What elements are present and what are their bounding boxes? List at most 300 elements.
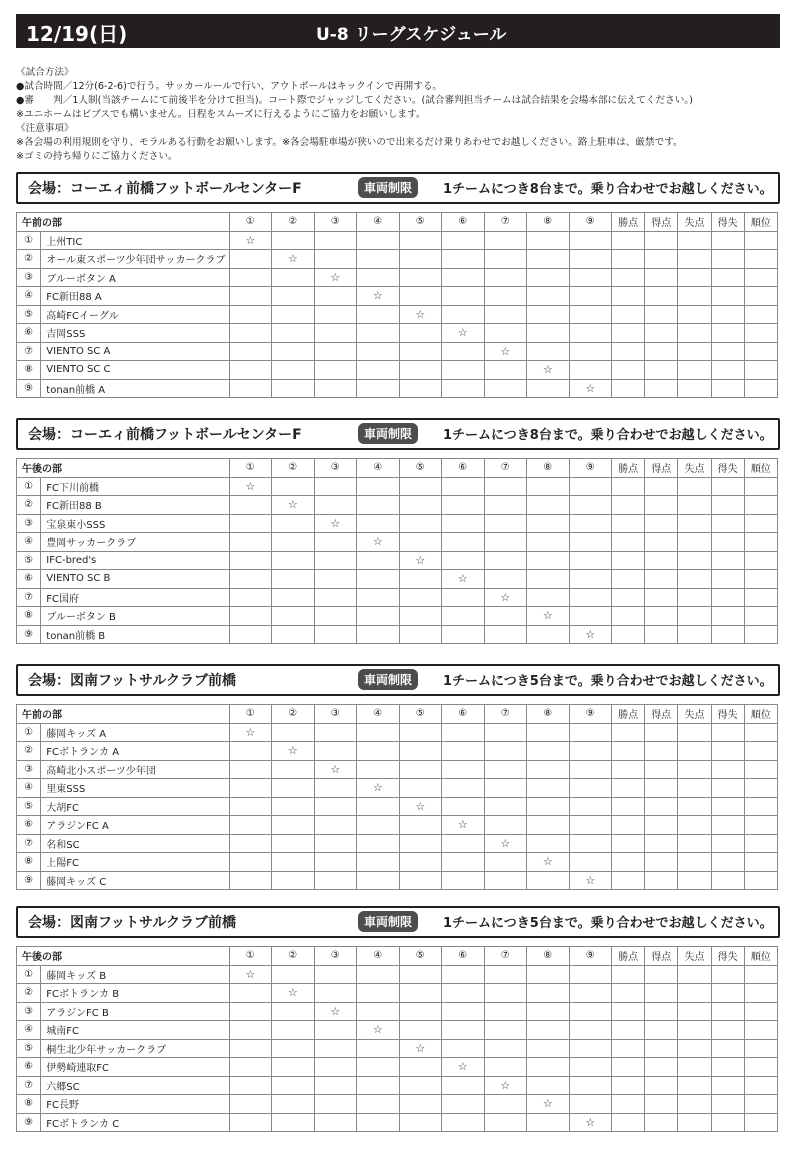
result-cell	[399, 514, 442, 533]
result-cell	[229, 1021, 272, 1040]
column-header: ①	[229, 459, 272, 478]
column-header: 順位	[744, 459, 777, 478]
team-name: 六郷SC	[41, 1076, 229, 1095]
result-cell	[527, 1039, 570, 1058]
result-cell	[744, 551, 777, 570]
result-cell	[645, 305, 678, 324]
result-cell	[612, 287, 645, 306]
result-cell	[527, 231, 570, 250]
result-cell	[569, 250, 612, 269]
result-cell	[711, 1076, 744, 1095]
result-cell	[744, 742, 777, 761]
result-cell	[399, 268, 442, 287]
result-cell	[744, 342, 777, 361]
result-cell	[357, 625, 400, 644]
result-cell	[569, 361, 612, 380]
result-cell	[272, 853, 315, 872]
result-cell	[357, 551, 400, 570]
result-cell	[569, 607, 612, 626]
result-cell	[229, 1002, 272, 1021]
column-header: 勝点	[612, 213, 645, 232]
row-number: ②	[17, 742, 41, 761]
self-match-cell	[484, 342, 527, 361]
self-match-cell	[229, 231, 272, 250]
result-cell	[527, 779, 570, 798]
result-cell	[711, 965, 744, 984]
result-cell	[711, 1095, 744, 1114]
result-cell	[357, 607, 400, 626]
result-cell	[645, 287, 678, 306]
result-cell	[678, 607, 711, 626]
result-cell	[711, 551, 744, 570]
result-cell	[744, 533, 777, 552]
team-name: VIENTO SC C	[41, 361, 229, 380]
vehicle-limit-badge: 車両制限	[358, 177, 418, 198]
league-table	[16, 458, 778, 644]
team-name: FC新田88 B	[41, 496, 229, 515]
venue-name: 会場：コーエィ前橋フットボールセンターF	[28, 181, 302, 197]
result-cell	[442, 379, 485, 398]
result-cell	[744, 250, 777, 269]
result-cell	[484, 305, 527, 324]
result-cell	[314, 984, 357, 1003]
result-cell	[645, 625, 678, 644]
star-mark: ☆	[372, 781, 383, 795]
table-row	[17, 250, 778, 269]
result-cell	[527, 1021, 570, 1040]
result-cell	[272, 1113, 315, 1132]
result-cell	[399, 496, 442, 515]
table-row	[17, 816, 778, 835]
result-cell	[399, 853, 442, 872]
result-cell	[272, 779, 315, 798]
team-name: FC国府	[41, 588, 229, 607]
result-cell	[569, 742, 612, 761]
result-cell	[569, 1021, 612, 1040]
result-cell	[399, 231, 442, 250]
table-row	[17, 514, 778, 533]
team-name: アラジンFC B	[41, 1002, 229, 1021]
result-cell	[711, 287, 744, 306]
result-cell	[569, 305, 612, 324]
table-row	[17, 723, 778, 742]
result-cell	[399, 625, 442, 644]
result-cell	[569, 834, 612, 853]
result-cell	[612, 816, 645, 835]
result-cell	[678, 797, 711, 816]
result-cell	[314, 1113, 357, 1132]
table-row	[17, 361, 778, 380]
result-cell	[229, 625, 272, 644]
result-cell	[442, 1002, 485, 1021]
result-cell	[442, 723, 485, 742]
result-cell	[527, 324, 570, 343]
result-cell	[314, 779, 357, 798]
result-cell	[527, 268, 570, 287]
result-cell	[484, 871, 527, 890]
result-cell	[399, 760, 442, 779]
table-row	[17, 342, 778, 361]
result-cell	[612, 477, 645, 496]
result-cell	[527, 760, 570, 779]
result-cell	[357, 816, 400, 835]
result-cell	[442, 984, 485, 1003]
row-number: ⑦	[17, 1076, 41, 1095]
result-cell	[229, 779, 272, 798]
result-cell	[612, 1058, 645, 1077]
result-cell	[678, 268, 711, 287]
result-cell	[569, 984, 612, 1003]
result-cell	[357, 797, 400, 816]
result-cell	[442, 514, 485, 533]
result-cell	[484, 625, 527, 644]
result-cell	[442, 305, 485, 324]
league-table	[16, 212, 778, 398]
column-header: ⑥	[442, 705, 485, 724]
result-cell	[442, 965, 485, 984]
result-cell	[272, 588, 315, 607]
self-match-cell	[527, 853, 570, 872]
result-cell	[357, 342, 400, 361]
team-name: 吉岡SSS	[41, 324, 229, 343]
column-header: ⑦	[484, 947, 527, 966]
team-name: 城南FC	[41, 1021, 229, 1040]
result-cell	[678, 1002, 711, 1021]
result-cell	[442, 1021, 485, 1040]
result-cell	[711, 379, 744, 398]
result-cell	[229, 797, 272, 816]
row-number: ③	[17, 760, 41, 779]
row-number: ④	[17, 287, 41, 306]
vehicle-limit-note: 1チームにつき8台まで。乗り合わせでお越しください。	[443, 428, 773, 443]
result-cell	[272, 1076, 315, 1095]
table-row	[17, 871, 778, 890]
table-row	[17, 834, 778, 853]
result-cell	[229, 816, 272, 835]
result-cell	[527, 305, 570, 324]
result-cell	[314, 1021, 357, 1040]
result-cell	[314, 551, 357, 570]
result-cell	[314, 588, 357, 607]
result-cell	[711, 533, 744, 552]
column-header: ⑦	[484, 213, 527, 232]
result-cell	[314, 965, 357, 984]
session-label: 午後の部	[17, 947, 230, 966]
result-cell	[569, 797, 612, 816]
venue-bar	[16, 418, 780, 450]
result-cell	[645, 779, 678, 798]
self-match-cell	[272, 250, 315, 269]
result-cell	[357, 588, 400, 607]
column-header: ②	[272, 705, 315, 724]
result-cell	[314, 231, 357, 250]
star-mark: ☆	[245, 233, 256, 247]
result-cell	[484, 779, 527, 798]
result-cell	[612, 797, 645, 816]
team-name: オール東スポーツ少年団サッカークラブ	[41, 250, 229, 269]
result-cell	[744, 816, 777, 835]
result-cell	[711, 797, 744, 816]
result-cell	[484, 1039, 527, 1058]
result-cell	[314, 797, 357, 816]
row-number: ⑤	[17, 551, 41, 570]
result-cell	[645, 1002, 678, 1021]
result-cell	[399, 1021, 442, 1040]
table-row	[17, 797, 778, 816]
table-row	[17, 305, 778, 324]
result-cell	[569, 1039, 612, 1058]
result-cell	[272, 570, 315, 589]
result-cell	[229, 287, 272, 306]
result-cell	[711, 625, 744, 644]
result-cell	[399, 607, 442, 626]
result-cell	[569, 816, 612, 835]
column-header: ⑨	[569, 213, 612, 232]
result-cell	[744, 231, 777, 250]
result-cell	[744, 361, 777, 380]
result-cell	[678, 853, 711, 872]
result-cell	[612, 1095, 645, 1114]
result-cell	[527, 588, 570, 607]
row-number: ③	[17, 268, 41, 287]
self-match-cell	[357, 779, 400, 798]
row-number: ⑨	[17, 379, 41, 398]
star-mark: ☆	[500, 1078, 511, 1092]
star-mark: ☆	[245, 725, 256, 739]
self-match-cell	[442, 816, 485, 835]
star-mark: ☆	[500, 344, 511, 358]
result-cell	[744, 834, 777, 853]
result-cell	[484, 268, 527, 287]
team-name: FCボトランカ A	[41, 742, 229, 761]
result-cell	[744, 305, 777, 324]
result-cell	[399, 588, 442, 607]
result-cell	[527, 533, 570, 552]
result-cell	[442, 779, 485, 798]
row-number: ①	[17, 965, 41, 984]
table-row	[17, 1076, 778, 1095]
result-cell	[612, 231, 645, 250]
league-table	[16, 946, 778, 1132]
column-header: ⑧	[527, 705, 570, 724]
column-header: 得失	[711, 947, 744, 966]
result-cell	[442, 1039, 485, 1058]
result-cell	[744, 965, 777, 984]
self-match-cell	[569, 379, 612, 398]
result-cell	[229, 1039, 272, 1058]
note-line: ●審 判／1人制(当該チームにて前後半を分けて担当)。コート際でジャッジしてください。(試合審判担当チームは試合結果を会場本部に伝えてください。)	[16, 95, 693, 106]
table-row	[17, 1021, 778, 1040]
result-cell	[442, 760, 485, 779]
result-cell	[314, 324, 357, 343]
self-match-cell	[399, 551, 442, 570]
result-cell	[645, 477, 678, 496]
result-cell	[272, 379, 315, 398]
table-row	[17, 1002, 778, 1021]
star-mark: ☆	[457, 572, 468, 586]
column-header: 失点	[678, 213, 711, 232]
result-cell	[678, 1021, 711, 1040]
result-cell	[744, 1039, 777, 1058]
result-cell	[645, 342, 678, 361]
result-cell	[678, 871, 711, 890]
result-cell	[442, 361, 485, 380]
result-cell	[229, 361, 272, 380]
star-mark: ☆	[287, 498, 298, 512]
team-name: 豊岡サッカークラブ	[41, 533, 229, 552]
result-cell	[229, 1095, 272, 1114]
result-cell	[357, 1095, 400, 1114]
self-match-cell	[484, 588, 527, 607]
result-cell	[357, 760, 400, 779]
star-mark: ☆	[542, 609, 553, 623]
column-header: 得失	[711, 705, 744, 724]
self-match-cell	[272, 496, 315, 515]
result-cell	[569, 231, 612, 250]
team-name: FC長野	[41, 1095, 229, 1114]
row-number: ⑦	[17, 588, 41, 607]
star-mark: ☆	[330, 762, 341, 776]
result-cell	[272, 1039, 315, 1058]
result-cell	[357, 268, 400, 287]
self-match-cell	[314, 760, 357, 779]
result-cell	[272, 324, 315, 343]
self-match-cell	[357, 1021, 400, 1040]
result-cell	[484, 965, 527, 984]
result-cell	[442, 477, 485, 496]
result-cell	[314, 342, 357, 361]
result-cell	[314, 1039, 357, 1058]
result-cell	[399, 477, 442, 496]
result-cell	[678, 250, 711, 269]
result-cell	[645, 1095, 678, 1114]
result-cell	[229, 342, 272, 361]
vehicle-limit-note: 1チームにつき5台まで。乗り合わせでお越しください。	[443, 916, 773, 931]
column-header: ④	[357, 213, 400, 232]
result-cell	[272, 1002, 315, 1021]
result-cell	[744, 607, 777, 626]
team-name: 桐生北少年サッカークラブ	[41, 1039, 229, 1058]
venue-bar	[16, 172, 780, 204]
result-cell	[612, 607, 645, 626]
result-cell	[484, 551, 527, 570]
result-cell	[399, 361, 442, 380]
column-header: ③	[314, 213, 357, 232]
result-cell	[711, 342, 744, 361]
page-title: U-8 リーグスケジュール	[316, 25, 507, 45]
star-mark: ☆	[372, 535, 383, 549]
result-cell	[399, 984, 442, 1003]
result-cell	[678, 834, 711, 853]
result-cell	[314, 871, 357, 890]
result-cell	[484, 324, 527, 343]
self-match-cell	[569, 625, 612, 644]
row-number: ⑥	[17, 570, 41, 589]
result-cell	[484, 1021, 527, 1040]
result-cell	[399, 342, 442, 361]
result-cell	[678, 965, 711, 984]
column-header: 得点	[645, 705, 678, 724]
result-cell	[399, 324, 442, 343]
result-cell	[484, 853, 527, 872]
result-cell	[678, 723, 711, 742]
result-cell	[484, 1095, 527, 1114]
row-number: ②	[17, 496, 41, 515]
result-cell	[527, 1076, 570, 1095]
result-cell	[399, 871, 442, 890]
result-cell	[527, 1058, 570, 1077]
result-cell	[229, 551, 272, 570]
result-cell	[612, 1039, 645, 1058]
star-mark: ☆	[500, 836, 511, 850]
result-cell	[744, 287, 777, 306]
result-cell	[612, 379, 645, 398]
result-cell	[612, 742, 645, 761]
result-cell	[399, 250, 442, 269]
self-match-cell	[442, 324, 485, 343]
result-cell	[744, 324, 777, 343]
note-line: 《試合方法》	[16, 67, 74, 78]
result-cell	[527, 797, 570, 816]
result-cell	[569, 965, 612, 984]
star-mark: ☆	[585, 1115, 596, 1129]
result-cell	[678, 588, 711, 607]
row-number: ⑦	[17, 342, 41, 361]
result-cell	[484, 533, 527, 552]
team-name: IFC-bred's	[41, 551, 229, 570]
result-cell	[569, 268, 612, 287]
result-cell	[744, 514, 777, 533]
result-cell	[357, 379, 400, 398]
result-cell	[357, 1039, 400, 1058]
column-header: 得失	[711, 459, 744, 478]
result-cell	[744, 797, 777, 816]
star-mark: ☆	[287, 744, 298, 758]
result-cell	[484, 477, 527, 496]
result-cell	[645, 1058, 678, 1077]
result-cell	[711, 742, 744, 761]
venue-bar	[16, 906, 780, 938]
result-cell	[399, 816, 442, 835]
self-match-cell	[272, 742, 315, 761]
self-match-cell	[314, 1002, 357, 1021]
row-number: ⑥	[17, 324, 41, 343]
column-header: 得点	[645, 459, 678, 478]
table-row	[17, 324, 778, 343]
self-match-cell	[357, 533, 400, 552]
result-cell	[442, 625, 485, 644]
venue-name: 会場：図南フットサルクラブ前橋	[28, 915, 237, 931]
result-cell	[442, 287, 485, 306]
result-cell	[569, 1076, 612, 1095]
result-cell	[612, 533, 645, 552]
result-cell	[357, 1076, 400, 1095]
row-number: ⑤	[17, 1039, 41, 1058]
result-cell	[442, 1076, 485, 1095]
result-cell	[744, 268, 777, 287]
team-name: 藤岡キッズ B	[41, 965, 229, 984]
note-line: ※ユニホームはビブスでも構いません。日程をスムーズに行えるようにご協力をお願いします。	[16, 109, 426, 120]
result-cell	[272, 1021, 315, 1040]
star-mark: ☆	[415, 553, 426, 567]
column-header: ②	[272, 213, 315, 232]
result-cell	[314, 1095, 357, 1114]
result-cell	[229, 324, 272, 343]
column-header: ③	[314, 459, 357, 478]
star-mark: ☆	[287, 252, 298, 266]
result-cell	[399, 779, 442, 798]
result-cell	[229, 834, 272, 853]
